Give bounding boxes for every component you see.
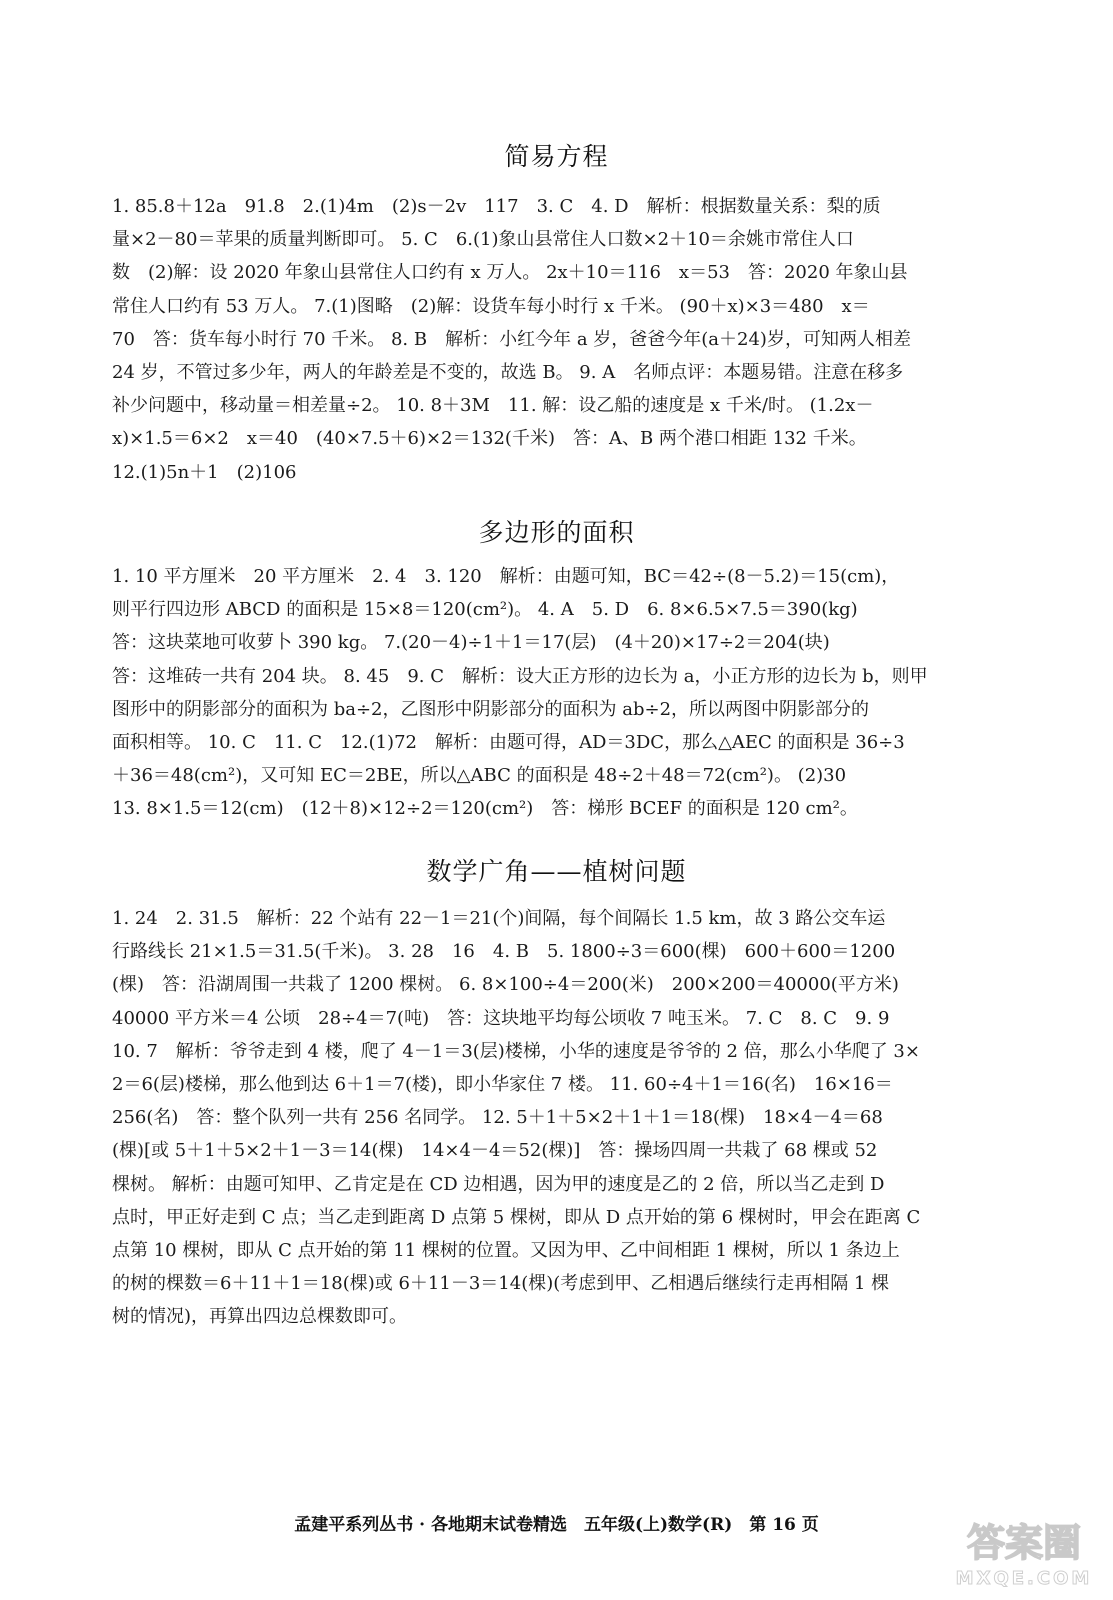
text-line: (棵)[或 5＋1＋5×2＋1－3＝14(棵) 14×4－4＝52(棵)] 答：操场四周一共栽了 68 棵或 52 [112, 1140, 878, 1162]
section-body-equations [112, 190, 997, 489]
text-line: 棵树。 解析：由题可知甲、乙肯定是在 CD 边相遇，因为甲的速度是乙的 2 倍，所以当乙走到 D [112, 1173, 885, 1195]
text-line: 则平行四边形 ABCD 的面积是 15×8＝120(cm²)。 4. A 5. D 6. 8×6.5×7.5＝390(kg) [112, 599, 858, 621]
page-footer: 孟建平系列丛书 · 各地期末试卷精选 五年级(上)数学(R) 第 16 页 [294, 1515, 819, 1535]
section-title-polygon-area: 多边形的面积 [478, 518, 635, 547]
watermark-logo-text: 答案圈 [966, 1521, 1082, 1565]
watermark-url: MXQE.COM [955, 1568, 1093, 1589]
text-line: 256(名) 答：整个队列一共有 256 名同学。 12. 5＋1＋5×2＋1＋1＝18(棵) 18×4－4＝68 [112, 1107, 883, 1129]
text-line: 答：这块菜地可收萝卜 390 kg。 7.(20－4)÷1＋1＝17(层) (4＋20)×17÷2＝204(块) [112, 632, 830, 654]
watermark-logo [949, 1512, 1099, 1592]
text-line: 面积相等。 10. C 11. C 12.(1)72 解析：由题可得，AD＝3DC，那么△AEC 的面积是 36÷3 [112, 732, 905, 754]
section-body-tree-planting [112, 902, 997, 1334]
text-line: 40000 平方米＝4 公顷 28÷4＝7(吨) 答：这块地平均每公顷收 7 吨玉米。 7. C 8. C 9. 9 [112, 1007, 890, 1029]
text-line: 数 (2)解：设 2020 年象山县常住人口约有 x 万人。 2x＋10＝116 x＝53 答：2020 年象山县 [112, 262, 908, 284]
text-line: 图形中的阴影部分的面积为 ba÷2，乙图形中阴影部分的面积为 ab÷2，所以两图中阴影部分的 [112, 698, 870, 720]
text-line: 2＝6(层)楼梯，那么他到达 6＋1＝7(楼)，即小华家住 7 楼。 11. 60÷4＋1＝16(名) 16×16＝ [112, 1074, 893, 1096]
text-line: 点第 10 棵树，即从 C 点开始的第 11 棵树的位置。又因为甲、乙中间相距 1 棵树，所以 1 条边上 [112, 1240, 900, 1262]
text-line: 70 答：货车每小时行 70 千米。 8. B 解析：小红今年 a 岁，爸爸今年(a＋24)岁，可知两人相差 [112, 328, 911, 350]
text-line: 常住人口约有 53 万人。 7.(1)图略 (2)解：设货车每小时行 x 千米。 (90＋x)×3＝480 x＝ [112, 295, 870, 317]
text-line: (棵) 答：沿湖周围一共栽了 1200 棵树。 6. 8×100÷4＝200(米) 200×200＝40000(平方米) [112, 974, 899, 996]
text-line: 13. 8×1.5＝12(cm) (12＋8)×12÷2＝120(cm²) 答：梯形 BCEF 的面积是 120 cm²。 [112, 798, 858, 820]
text-line: 行路线长 21×1.5＝31.5(千米)。 3. 28 16 4. B 5. 1800÷3＝600(棵) 600＋600＝1200 [112, 941, 896, 963]
text-line: 24 岁，不管过多少年，两人的年龄差是不变的，故选 B。 9. A 名师点评：本题易错。注意在移多 [112, 362, 904, 384]
text-line: 12.(1)5n＋1 (2)106 [112, 461, 297, 483]
text-line: 1. 24 2. 31.5 解析：22 个站有 22－1＝21(个)间隔，每个间隔长 1.5 km，故 3 路公交车运 [112, 908, 886, 929]
text-line: 的树的棵数＝6＋11＋1＝18(棵)或 6＋11－3＝14(棵)(考虑到甲、乙相遇后继续行走再相隔 1 棵 [112, 1273, 890, 1295]
section-title-equations: 简易方程 [504, 142, 609, 171]
text-line: x)×1.5＝6×2 x＝40 (40×7.5＋6)×2＝132(千米) 答：A、B 两个港口相距 132 千米。 [112, 428, 867, 450]
text-line: 答：这堆砖一共有 204 块。 8. 45 9. C 解析：设大正方形的边长为 a，小正方形的边长为 b，则甲 [112, 665, 928, 687]
text-line: 1. 85.8＋12a 91.8 2.(1)4m (2)s－2v 117 3. C 4. D 解析：根据数量关系：梨的质 [112, 196, 881, 217]
text-line: 树的情况)，再算出四边总棵数即可。 [112, 1306, 408, 1328]
text-line: 补少问题中，移动量＝相差量÷2。 10. 8＋3M 11. 解：设乙船的速度是 x 千米/时。 (1.2x－ [112, 395, 874, 417]
text-line: 量×2－80＝苹果的质量判断即可。 5. C 6.(1)象山县常住人口数×2＋10＝余姚市常住人口 [112, 229, 854, 251]
section-title-tree-planting: 数学广角——植树问题 [426, 857, 687, 886]
section-body-polygon-area [112, 560, 997, 826]
text-line: 1. 10 平方厘米 20 平方厘米 2. 4 3. 120 解析：由题可知，BC＝42÷(8－5.2)＝15(cm)， [112, 566, 900, 587]
text-line: 点时，甲正好走到 C 点；当乙走到距离 D 点第 5 棵树，即从 D 点开始的第 6 棵树时，甲会在距离 C [112, 1206, 921, 1228]
text-line: ＋36＝48(cm²)，又可知 EC＝2BE，所以△ABC 的面积是 48÷2＋48＝72(cm²)。 (2)30 [112, 765, 847, 787]
text-line: 10. 7 解析：爷爷走到 4 楼，爬了 4－1＝3(层)楼梯，小华的速度是爷爷的 2 倍，那么小华爬了 3× [112, 1040, 920, 1062]
